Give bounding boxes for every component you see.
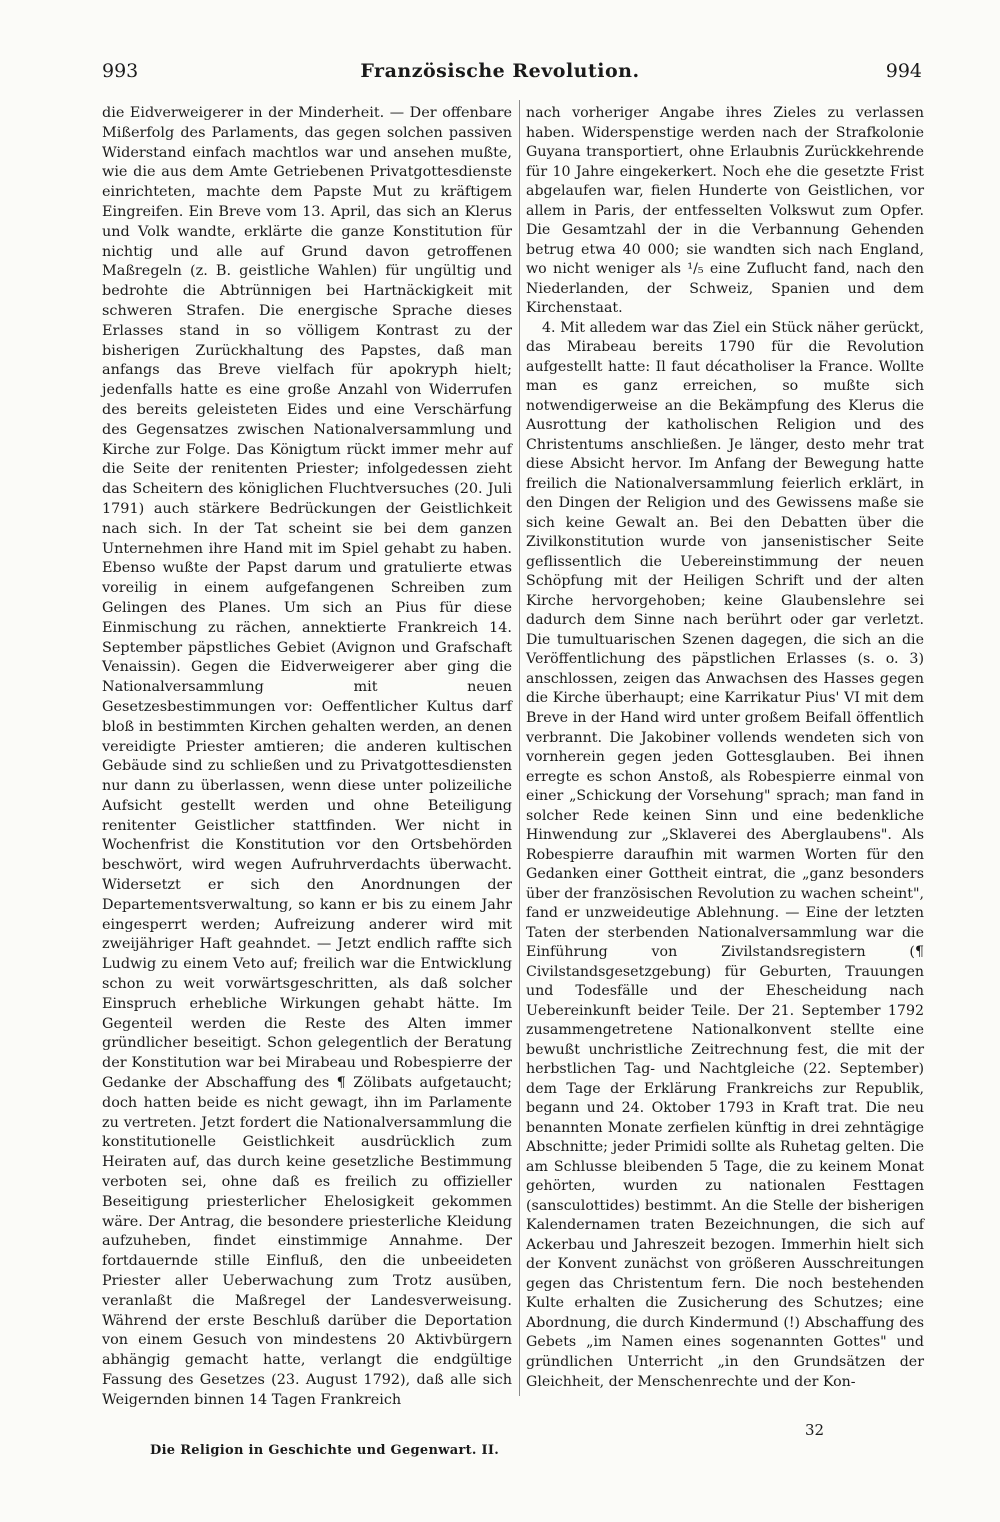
book-source-footer: Die Religion in Geschichte und Gegenwart. II. [150, 1443, 500, 1458]
running-head-title: Französische Revolution. [360, 60, 640, 82]
page-number-right: 994 [885, 60, 922, 82]
column-rule [519, 100, 520, 1396]
right-column [526, 104, 924, 1392]
paragraph: nach vorheriger Angabe ihres Zieles zu verlassen haben. Widerspenstige werden nach der Strafkolonie Guyana transportiert, ohne Erlaubnis Zurückkehrende für 10 Jahre eingekerkert. Noch ehe die gesetzte Frist abgelaufen war, fielen Hunderte von Geistlichen, vor allem in Paris, der entfesselten Volkswut zum Opfer. Die Gesamtzahl der in die Verbannung Gehenden betrug etwa 40 000; sie wandten sich nach England, wo nicht weniger als ¹/₅ eine Zuflucht fand, nach den Niederlanden, der Schweiz, Spanien und dem Kirchenstaat. [526, 105, 924, 317]
signature-mark: 32 [805, 1421, 825, 1439]
page-number-left: 993 [102, 60, 139, 82]
left-column [102, 104, 512, 1411]
paragraph: 4. Mit alledem war das Ziel ein Stück näher gerückt, das Mirabeau bereits 1790 für die Revolution aufgestellt hatte: Il faut décatholiser la France. Wollte man es ganz erreichen, so mußte sich notwendigerweise an die Bekämpfung des Klerus die Ausrottung der katholischen Religion und des Christentums anschließen. Je länger, desto mehr trat diese Absicht hervor. Im Anfang der Bewegung hatte freilich die Nationalversammlung feierlich erklärt, in den Dingen der Religion und des Gewissens maße sie sich keine Gewalt an. Bei den Debatten über die Zivilkonstitution wurde von jansenistischer Seite geflissentlich die Uebereinstimmung der neuen Schöpfung mit der Heiligen Schrift und der alten Kirche hervorgehoben; keine Glaubenslehre sei dadurch dem Sinne nach berührt oder gar verletzt. Die tumultuarischen Szenen dagegen, die sich an die Veröffentlichung des päpstlichen Erlasses (s. o. 3) anschlossen, zeigen das Anwachsen des Hasses gegen die Kirche überhaupt; eine Karrikatur Pius' VI mit dem Breve in der Hand wird unter großem Beifall öffentlich verbrannt. Die Jakobiner vollends wendeten sich von vornherein gegen jeden Gottesglauben. Bei ihnen erregte es schon Anstoß, als Robespierre einmal von einer „Schickung der Vorsehung" sprach; man fand in solcher Rede keinen Sinn und eine bedenkliche Hinwendung zur „Sklaverei des Aberglaubens". Als Robespierre daraufhin mit warmen Worten für den Gedanken einer Gottheit eintrat, die „ganz besonders über der französischen Revolution zu wachen scheint", fand er unzweideutige Ablehnung. — Eine der letzten Taten der sterbenden Nationalversammlung war die Einführung von Zivilstandsregistern (¶ Civilstandsgesetzgebung) für Geburten, Trauungen und Todesfälle und der Ehescheidung nach Uebereinkunft beider Teile. Der 21. September 1792 zusammengetretene Nationalkonvent stellte eine bewußt unchristliche Zeitrechnung fest, die mit der herbstlichen Tag- und Nachtgleiche (22. September) dem Tage der Erklärung Frankreichs zur Republik, begann und 24. Oktober 1793 in Kraft trat. Die neu benannten Monate zerfielen künftig in drei zehntägige Abschnitte; jeder Primidi sollte als Ruhetag gelten. Die am Schlusse bleibenden 5 Tage, die zu keinem Monat gehörten, wurden zu nationalen Festtagen (sansculottides) bestimmt. An die Stelle der bisherigen Kalendernamen traten Bezeichnungen, die sich auf Ackerbau und Jahreszeit bezogen. Immerhin hielt sich der Konvent zunächst von größeren Ausschreitungen gegen das Christentum fern. Die noch bestehenden Kulte erhalten die Zusicherung des Schutzes; eine Abordnung, die durch Kindermund (!) Abschaffung des Gebets „im Namen eines sogenannten Gottes" und gründlichen Unterricht „in den Grundsätzen der Gleichheit, der Menschenrechte und der Kon- [526, 319, 924, 1390]
paragraph: die Eidverweigerer in der Minderheit. — Der offenbare Mißerfolg des Parlaments, das gegen solchen passiven Widerstand einfach machtlos war und ansehen mußte, wie die aus dem Amte Getriebenen Privatgottesdienste einrichteten, machte dem Papste Mut zu kräftigem Eingreifen. Ein Breve vom 13. April, das sich an Klerus und Volk wandte, erklärte die ganze Konstitution für nichtig und alle auf Grund davon getroffenen Maßregeln (z. B. geistliche Wahlen) für ungültig und bedrohte die Abtrünnigen bei Hartnäckigkeit mit schweren Strafen. Die energische Sprache dieses Erlasses stand in so völligem Kontrast zu der bisherigen Zurückhaltung des Papstes, daß man anfangs das Breve vielfach für apokryph hielt; jedenfalls hatte es eine große Anzahl von Widerrufen des bereits geleisteten Eides und eine Verschärfung des Gegensatzes zwischen Nationalversammlung und Kirche zur Folge. Das Königtum rückt immer mehr auf die Seite der renitenten Priester; infolgedessen zieht das Scheitern des königlichen Fluchtversuches (20. Juli 1791) auch stärkere Bedrückungen der Geistlichkeit nach sich. In der Tat scheint sie bei dem ganzen Unternehmen ihre Hand mit im Spiel gehabt zu haben. Ebenso wußte der Papst darum und gratulierte etwas voreilig in einem aufgefangenen Schreiben zum Gelingen des Planes. Um sich an Pius für diese Einmischung zu rächen, annektierte Frankreich 14. September päpstliches Gebiet (Avignon und Grafschaft Venaissin). Gegen die Eidverweigerer aber ging die Nationalversammlung mit neuen Gesetzesbestimmungen vor: Oeffentlicher Kultus darf bloß in bestimmten Kirchen gehalten werden, an denen vereidigte Priester amtieren; die anderen kultischen Gebäude sind zu schließen und zu Privatgottesdiensten nur dann zu überlassen, wenn diese unter polizeiliche Aufsicht gestellt werden und ohne Beteiligung renitenter Geistlicher stattfinden. Wer nicht in Wochenfrist die Konstitution vor den Ortsbehörden beschwört, wird wegen Aufruhrverdachts überwacht. Widersetzt er sich den Anordnungen der Departementsverwaltung, so kann er bis zu einem Jahr eingesperrt werden; Aufreizung anderer wird mit zweijähriger Haft geahndet. — Jetzt endlich raffte sich Ludwig zu einem Veto auf; freilich war die Entwicklung schon zu weit vorwärtsgeschritten, als daß solcher Einspruch erhebliche Wirkungen gehabt hätte. Im Gegenteil werden die Reste des Alten immer gründlicher beseitigt. Schon gelegentlich der Beratung der Konstitution war bei Mirabeau und Robespierre der Gedanke der Abschaffung des ¶ Zölibats aufgetaucht; doch hatten beide es nicht gewagt, ihn im Parlamente zu vertreten. Jetzt fordert die Nationalversammlung die konstitutionelle Geistlichkeit ausdrücklich zum Heiraten auf, das durch keine gesetzliche Bestimmung verboten sei, ohne daß es freilich zu offizieller Beseitigung priesterlicher Ehelosigkeit gekommen wäre. Der Antrag, die besondere priesterliche Kleidung aufzuheben, findet einstimmige Annahme. Der fortdauernde stille Einfluß, den die unbeeideten Priester aller Ueberwachung zum Trotz ausüben, veranlaßt die Maßregel der Landesverweisung. Während der erste Beschluß darüber die Deportation von einem Gesuch von mindestens 20 Aktivbürgern abhängig gemacht hatte, verlangt die endgültige Fassung des Gesetzes (23. August 1792), daß alle sich Weigernden binnen 14 Tagen Frankreich [102, 105, 512, 1408]
